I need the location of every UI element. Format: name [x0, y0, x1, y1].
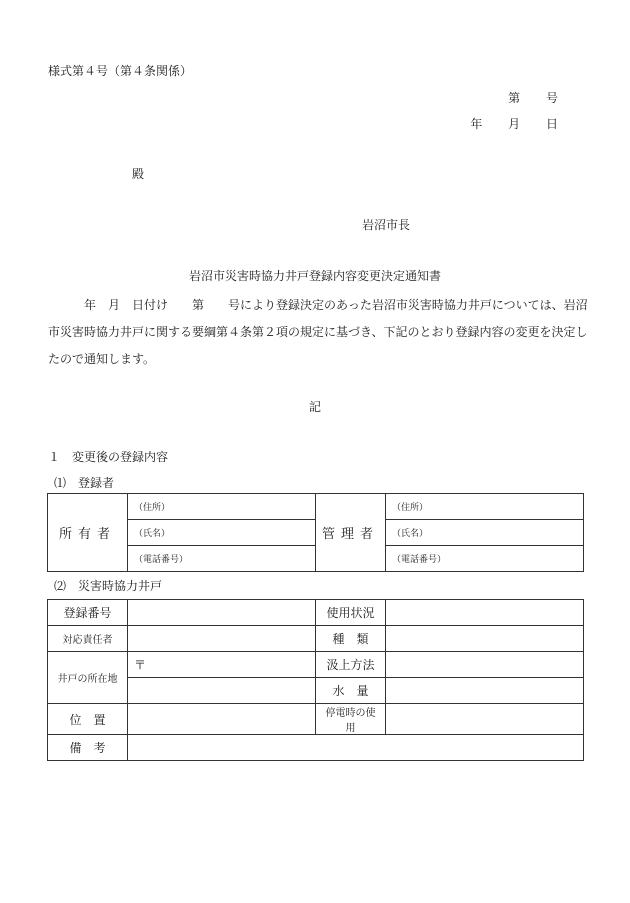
type-field[interactable]	[386, 626, 584, 652]
issuer: 岩沼市長	[362, 218, 411, 232]
body-paragraph	[48, 292, 588, 373]
table-row	[48, 494, 584, 520]
body-paragraph-text: 年 月 日付け 第 号により登録決定のあった岩沼市災害時協力井戸については、岩沼市災害時協力井戸に関する要綱第４条第２項の規定に基づき、下記のとおり登録内容の変更を決定したので通知します。	[48, 298, 588, 366]
ki-heading: 記	[308, 400, 321, 414]
table-row	[48, 704, 584, 735]
registration-number-field[interactable]	[128, 600, 316, 626]
manager-address-field[interactable]: （住所）	[386, 494, 584, 520]
addressee: 殿	[132, 167, 145, 181]
registrant-heading: ⑴ 登録者	[54, 476, 115, 490]
owner-phone-field[interactable]: （電話番号）	[128, 546, 316, 572]
postal-mark-icon: 〒	[134, 658, 147, 672]
owner-address-field[interactable]: （住所）	[128, 494, 316, 520]
table-row	[48, 678, 584, 704]
manager-label: 管理者	[316, 494, 386, 572]
table-row	[48, 652, 584, 678]
remarks-field[interactable]	[128, 735, 584, 761]
blackout-use-field[interactable]	[386, 704, 584, 735]
well-heading: ⑵ 災害時協力井戸	[54, 579, 163, 593]
document-number: 第 号	[508, 91, 558, 105]
water-volume-field[interactable]	[386, 678, 584, 704]
well-location-label: 井戸の所在地	[48, 652, 128, 704]
pumping-method-label: 汲上方法	[316, 652, 386, 678]
usage-status-label: 使用状況	[316, 600, 386, 626]
position-field[interactable]	[128, 704, 316, 735]
postal-code-field[interactable]	[128, 652, 316, 678]
well-table	[47, 599, 584, 761]
location-address-field[interactable]	[128, 678, 316, 704]
manager-name-field[interactable]: （氏名）	[386, 520, 584, 546]
table-row	[48, 735, 584, 761]
pumping-method-field[interactable]	[386, 652, 584, 678]
contact-person-field[interactable]	[128, 626, 316, 652]
table-row	[48, 626, 584, 652]
document-title: 岩沼市災害時協力井戸登録内容変更決定通知書	[188, 269, 441, 283]
usage-status-field[interactable]	[386, 600, 584, 626]
owner-label: 所有者	[48, 494, 128, 572]
position-label: 位 置	[48, 704, 128, 735]
registration-number-label: 登録番号	[48, 600, 128, 626]
document-date: 年 月 日	[470, 117, 558, 131]
form-number: 様式第４号（第４条関係）	[48, 64, 193, 78]
type-label: 種 類	[316, 626, 386, 652]
manager-phone-field[interactable]: （電話番号）	[386, 546, 584, 572]
section-heading: １ 変更後の登録内容	[48, 450, 169, 464]
owner-name-field[interactable]: （氏名）	[128, 520, 316, 546]
blackout-use-label: 停電時の使用	[316, 704, 386, 735]
table-row	[48, 600, 584, 626]
remarks-label: 備 考	[48, 735, 128, 761]
registrant-table	[47, 493, 584, 572]
water-volume-label: 水 量	[316, 678, 386, 704]
contact-person-label: 対応責任者	[48, 626, 128, 652]
